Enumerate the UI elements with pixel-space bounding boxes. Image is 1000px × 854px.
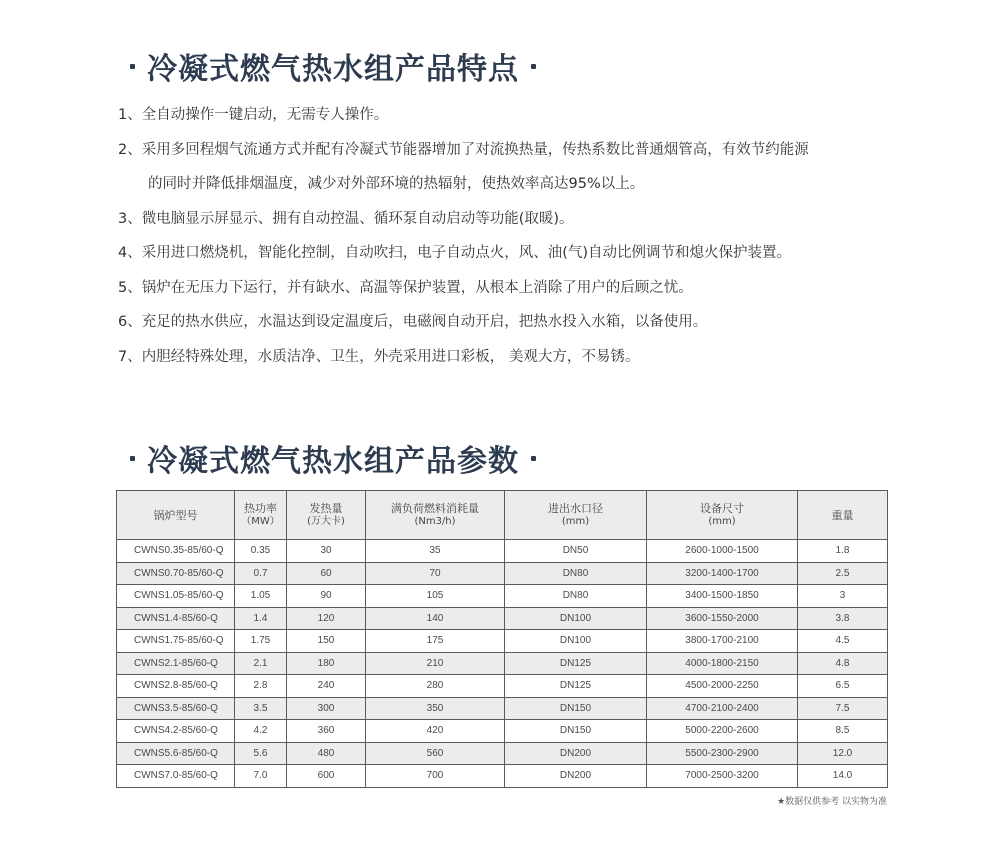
table-cell: 420 [366,720,505,743]
table-cell: 4.8 [798,652,888,675]
col-header-weight: 重量 [798,491,888,540]
col-header-size: 设备尺寸 (mm) [647,491,798,540]
table-cell: 4500-2000-2250 [647,675,798,698]
col-header-heat: 发热量 (万大卡) [287,491,366,540]
table-cell: 3200-1400-1700 [647,562,798,585]
table-cell: 700 [366,765,505,788]
table-cell: 480 [287,742,366,765]
bullet-dot-icon [130,64,135,69]
table-cell: DN100 [505,607,647,630]
table-row [117,585,888,608]
features-title-text: 冷凝式燃气热水组产品特点 [147,52,519,87]
table-body [117,540,888,788]
table-cell: DN50 [505,540,647,563]
table-cell: DN200 [505,742,647,765]
table-cell: 0.7 [235,562,287,585]
table-cell: 3800-1700-2100 [647,630,798,653]
table-cell: 1.75 [235,630,287,653]
table-cell: 5.6 [235,742,287,765]
table-cell: 120 [287,607,366,630]
table-cell: 1.05 [235,585,287,608]
table-cell: 1.8 [798,540,888,563]
table-cell: 180 [287,652,366,675]
table-cell: 4700-2100-2400 [647,697,798,720]
table-cell: 3.8 [798,607,888,630]
bullet-dot-icon [531,64,536,69]
table-cell: 1.4 [235,607,287,630]
table-cell: DN125 [505,652,647,675]
table-row [117,765,888,788]
table-cell: 150 [287,630,366,653]
feature-item: 6、充足的热水供应，水温达到设定温度后，电磁阀自动开启，把热水投入水箱，以备使用。 [118,314,708,330]
table-cell: 60 [287,562,366,585]
table-cell: 2600-1000-1500 [647,540,798,563]
feature-item: 4、采用进口燃烧机，智能化控制，自动吹扫，电子自动点火，风、油(气)自动比例调节和熄火保护装置。 [118,245,792,261]
params-title-text: 冷凝式燃气热水组产品参数 [147,444,519,479]
table-cell: 5000-2200-2600 [647,720,798,743]
table-cell: CWNS2.8-85/60-Q [117,675,235,698]
table-row [117,540,888,563]
table-cell: 2.5 [798,562,888,585]
table-header-row [117,491,888,540]
table-cell: 3400-1500-1850 [647,585,798,608]
table-cell: 300 [287,697,366,720]
table-cell: CWNS4.2-85/60-Q [117,720,235,743]
table-cell: 3.5 [235,697,287,720]
feature-item: 3、微电脑显示屏显示、拥有自动控温、循环泵自动启动等功能(取暖)。 [118,210,574,227]
table-cell: DN80 [505,562,647,585]
feature-item: 7、内胆经特殊处理，水质洁净、卫生，外壳采用进口彩板， 美观大方，不易锈。 [118,348,640,365]
table-cell: 5500-2300-2900 [647,742,798,765]
table-cell: DN100 [505,630,647,653]
table-cell: 560 [366,742,505,765]
table-cell: 14.0 [798,765,888,788]
table-cell: 4.5 [798,630,888,653]
table-cell: 7.0 [235,765,287,788]
table-row [117,697,888,720]
table-cell: 7.5 [798,697,888,720]
col-header-power: 热功率 （MW） [235,491,287,540]
table-cell: CWNS1.4-85/60-Q [117,607,235,630]
table-cell: 30 [287,540,366,563]
table-row [117,675,888,698]
table-cell: 8.5 [798,720,888,743]
table-cell: 4.2 [235,720,287,743]
features-title [118,44,548,88]
table-cell: 2.8 [235,675,287,698]
table-cell: 70 [366,562,505,585]
table-cell: 210 [366,652,505,675]
bullet-dot-icon [130,456,135,461]
table-cell: 360 [287,720,366,743]
table-row [117,652,888,675]
table-cell: CWNS0.70-85/60-Q [117,562,235,585]
table-cell: 350 [366,697,505,720]
table-cell: DN125 [505,675,647,698]
table-cell: CWNS5.6-85/60-Q [117,742,235,765]
table-cell: 12.0 [798,742,888,765]
table-row [117,630,888,653]
table-cell: 105 [366,585,505,608]
table-cell: CWNS2.1-85/60-Q [117,652,235,675]
table-cell: DN150 [505,720,647,743]
table-cell: 140 [366,607,505,630]
table-cell: 600 [287,765,366,788]
table-cell: CWNS0.35-85/60-Q [117,540,235,563]
feature-list [118,98,918,374]
table-cell: 0.35 [235,540,287,563]
feature-item: 1、全自动操作一键启动，无需专人操作。 [118,107,389,123]
table-cell: 2.1 [235,652,287,675]
bullet-dot-icon [531,456,536,461]
table-cell: 240 [287,675,366,698]
table-cell: DN200 [505,765,647,788]
table-cell: 6.5 [798,675,888,698]
table-cell: 35 [366,540,505,563]
table-cell: CWNS1.05-85/60-Q [117,585,235,608]
disclaimer-note: ★数据仅供参考 以实物为准 [777,797,887,807]
feature-item: 2、采用多回程烟气流通方式并配有冷凝式节能器增加了对流换热量，传热系数比普通烟管高，有效节约能源 [118,141,809,158]
params-title [118,436,548,480]
feature-item-continuation: 的同时并降低排烟温度，减少对外部环境的热辐射，使热效率高达95%以上。 [148,176,645,192]
col-header-pipe: 进出水口径 (mm) [505,491,647,540]
table-cell: CWNS7.0-85/60-Q [117,765,235,788]
table-row [117,720,888,743]
table-row [117,562,888,585]
table-cell: 4000-1800-2150 [647,652,798,675]
table-cell: DN150 [505,697,647,720]
col-header-model: 锅炉型号 [117,491,235,540]
table-cell: 280 [366,675,505,698]
table-cell: CWNS3.5-85/60-Q [117,697,235,720]
table-cell: 175 [366,630,505,653]
table-cell: 90 [287,585,366,608]
feature-item: 5、锅炉在无压力下运行，并有缺水、高温等保护装置，从根本上消除了用户的后顾之忧。 [118,279,693,296]
col-header-fuel: 满负荷燃料消耗量 (Nm3/h) [366,491,505,540]
table-cell: 3600-1550-2000 [647,607,798,630]
spec-table [116,490,888,788]
table-cell: 3 [798,585,888,608]
table-cell: CWNS1.75-85/60-Q [117,630,235,653]
table-cell: 7000-2500-3200 [647,765,798,788]
table-row [117,742,888,765]
table-row [117,607,888,630]
table-cell: DN80 [505,585,647,608]
